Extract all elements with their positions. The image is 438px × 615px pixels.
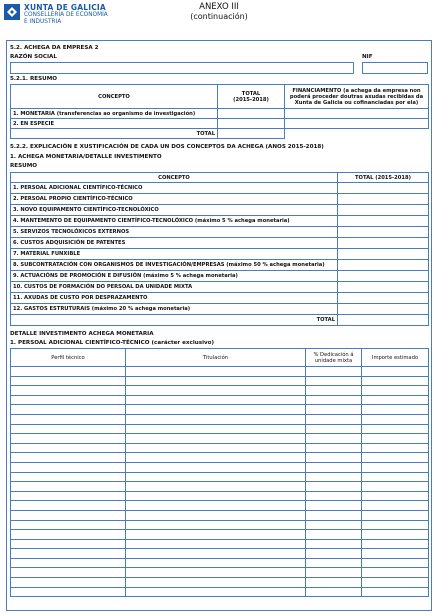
detalle-entry-cell[interactable] bbox=[362, 434, 429, 444]
detalle-header-titulacion: Titulación bbox=[126, 349, 306, 367]
detalle-row bbox=[11, 443, 429, 453]
detalle-entry-cell[interactable] bbox=[126, 482, 306, 492]
detalle-entry-cell[interactable] bbox=[362, 520, 429, 530]
detalle-entry-cell[interactable] bbox=[11, 520, 126, 530]
detalle-entry-cell[interactable] bbox=[306, 587, 362, 597]
detalle-entry-cell[interactable] bbox=[11, 530, 126, 540]
detalle-entry-cell[interactable] bbox=[126, 549, 306, 559]
concept-row-label: 10. CUSTOS DE FORMACIÓN DO PERSOAL DA UNIDADE MIXTA bbox=[11, 282, 338, 293]
detalle-entry-cell[interactable] bbox=[11, 472, 126, 482]
nif-field[interactable] bbox=[362, 62, 428, 74]
detalle-row bbox=[11, 568, 429, 578]
concept-row-label: 3. NOVO EQUIPAMENTO CIENTÍFICO-TECNOLÓXICO bbox=[11, 205, 338, 216]
annex-subtitle: (continuación) bbox=[190, 12, 248, 21]
concept-total-cell[interactable] bbox=[338, 304, 429, 315]
org-sub-1: CONSELLERÍA DE ECONOMÍA bbox=[24, 12, 108, 18]
concept-row-label: 1. PERSOAL ADICIONAL CIENTÍFICO-TÉCNICO bbox=[11, 183, 338, 194]
resumo-header-financiamento: FINANCIAMENTO (a achega da empresa non poderá proceder doutras axudas recibidas da Xunta de Galicia ou cofinanciadas por ela) bbox=[285, 85, 429, 109]
resumo-total-cell[interactable] bbox=[218, 109, 285, 119]
concept-row-label: 8. SUBCONTRATACIÓN CON ORGANISMOS DE INVESTIGACIÓN/EMPRESAS (máximo 50 % achega monetaria) bbox=[11, 260, 338, 271]
detalle-entry-cell[interactable] bbox=[306, 549, 362, 559]
detalle-header-importe: Importe estimado bbox=[362, 349, 429, 367]
detalle-row bbox=[11, 405, 429, 415]
detalle-entry-cell[interactable] bbox=[306, 501, 362, 511]
detalle-entry-cell[interactable] bbox=[11, 395, 126, 405]
razon-social-label: RAZÓN SOCIAL bbox=[10, 54, 57, 60]
detalle-row bbox=[11, 558, 429, 568]
detalle-entry-cell[interactable] bbox=[126, 443, 306, 453]
page-header bbox=[0, 0, 438, 40]
detalle-row bbox=[11, 482, 429, 492]
detalle-row bbox=[11, 539, 429, 549]
detalle-entry-cell[interactable] bbox=[126, 491, 306, 501]
detalle-body bbox=[11, 367, 429, 597]
detalle-entry-cell[interactable] bbox=[362, 424, 429, 434]
detalle-entry-cell[interactable] bbox=[126, 414, 306, 424]
resumo-grand-total-cell[interactable] bbox=[218, 129, 285, 139]
concepts-table bbox=[10, 172, 429, 326]
concept-total-cell[interactable] bbox=[338, 205, 429, 216]
detalle-entry-cell[interactable] bbox=[11, 434, 126, 444]
detalle-entry-cell[interactable] bbox=[306, 462, 362, 472]
org-sub-2: E INDUSTRIA bbox=[24, 19, 62, 25]
detalle-entry-cell[interactable] bbox=[11, 414, 126, 424]
detalle-entry-cell[interactable] bbox=[362, 376, 429, 386]
concept-row-label: 9. ACTUACIÓNS DE PROMOCIÓN E DIFUSIÓN (máximo 5 % achega monetaria) bbox=[11, 271, 338, 282]
detalle-entry-cell[interactable] bbox=[11, 587, 126, 597]
detalle-row bbox=[11, 462, 429, 472]
detalle-header-dedicacion: % Dedicación á unidade mixta bbox=[306, 349, 362, 367]
concept-row-label: 12. GASTOS ESTRUTURAIS (máximo 20 % achega monetaria) bbox=[11, 304, 338, 315]
detalle-entry-cell[interactable] bbox=[11, 549, 126, 559]
detalle-title: DETALLE INVESTIMENTO ACHEGA MONETARIA bbox=[10, 331, 154, 337]
detalle-entry-cell[interactable] bbox=[306, 395, 362, 405]
detalle-entry-cell[interactable] bbox=[126, 520, 306, 530]
detalle-entry-cell[interactable] bbox=[126, 462, 306, 472]
detalle-row bbox=[11, 367, 429, 377]
resumo-financiamento-cell[interactable] bbox=[285, 109, 429, 119]
detalle-entry-cell[interactable] bbox=[306, 376, 362, 386]
detalle-entry-cell[interactable] bbox=[126, 501, 306, 511]
detalle-entry-cell[interactable] bbox=[306, 520, 362, 530]
detalle-entry-cell[interactable] bbox=[362, 453, 429, 463]
detalle-entry-cell[interactable] bbox=[126, 434, 306, 444]
detalle-entry-cell[interactable] bbox=[362, 549, 429, 559]
resumo-total-cell[interactable] bbox=[218, 119, 285, 129]
detalle-entry-cell[interactable] bbox=[11, 558, 126, 568]
detalle-entry-cell[interactable] bbox=[306, 453, 362, 463]
detalle-row bbox=[11, 578, 429, 588]
detalle-entry-cell[interactable] bbox=[362, 443, 429, 453]
concept-total-cell[interactable] bbox=[338, 227, 429, 238]
detalle-entry-cell[interactable] bbox=[362, 462, 429, 472]
detalle-entry-cell[interactable] bbox=[126, 453, 306, 463]
concepts-header-total: TOTAL (2015-2018) bbox=[338, 173, 429, 183]
concept-total-cell[interactable] bbox=[338, 238, 429, 249]
detalle-row bbox=[11, 520, 429, 530]
concepts-grand-total-cell[interactable] bbox=[338, 315, 429, 326]
detalle-entry-cell[interactable] bbox=[306, 558, 362, 568]
detalle-entry-cell[interactable] bbox=[11, 386, 126, 396]
detalle-entry-cell[interactable] bbox=[306, 568, 362, 578]
detalle-entry-cell[interactable] bbox=[362, 501, 429, 511]
detalle-subtitle: 1. PERSOAL ADICIONAL CIENTÍFICO-TÉCNICO (carácter exclusivo) bbox=[10, 340, 215, 346]
concept-total-cell[interactable] bbox=[338, 260, 429, 271]
detalle-entry-cell[interactable] bbox=[11, 482, 126, 492]
detalle-row bbox=[11, 424, 429, 434]
detalle-table bbox=[10, 348, 429, 597]
detalle-entry-cell[interactable] bbox=[306, 386, 362, 396]
detalle-entry-cell[interactable] bbox=[11, 367, 126, 377]
detalle-entry-cell[interactable] bbox=[306, 491, 362, 501]
resumo-header-concepto: CONCEPTO bbox=[11, 85, 218, 109]
detalle-entry-cell[interactable] bbox=[126, 405, 306, 415]
org-name: XUNTA DE GALICIA bbox=[24, 3, 106, 12]
detalle-entry-cell[interactable] bbox=[11, 424, 126, 434]
concept-total-cell[interactable] bbox=[338, 271, 429, 282]
concept-total-cell[interactable] bbox=[338, 282, 429, 293]
detalle-row bbox=[11, 434, 429, 444]
detalle-entry-cell[interactable] bbox=[362, 472, 429, 482]
detalle-entry-cell[interactable] bbox=[126, 558, 306, 568]
detalle-row bbox=[11, 414, 429, 424]
concept-total-cell[interactable] bbox=[338, 293, 429, 304]
detalle-row bbox=[11, 376, 429, 386]
resumo-table bbox=[10, 84, 429, 139]
concepts-header-concepto: CONCEPTO bbox=[11, 173, 338, 183]
detalle-entry-cell[interactable] bbox=[362, 491, 429, 501]
resumo-total-label: TOTAL bbox=[11, 129, 218, 139]
detalle-row bbox=[11, 501, 429, 511]
concept-total-cell[interactable] bbox=[338, 183, 429, 194]
concept-row-label: 5. SERVIZOS TECNOLÓXICOS EXTERNOS bbox=[11, 227, 338, 238]
detalle-entry-cell[interactable] bbox=[126, 367, 306, 377]
resumo-financiamento-cell[interactable] bbox=[285, 119, 429, 129]
detalle-entry-cell[interactable] bbox=[11, 462, 126, 472]
section-title-5-2-1: 5.2.1. RESUMO bbox=[10, 76, 58, 82]
detalle-entry-cell[interactable] bbox=[306, 434, 362, 444]
detalle-row bbox=[11, 587, 429, 597]
detalle-header-perfil: Perfil técnico bbox=[11, 349, 126, 367]
detalle-entry-cell[interactable] bbox=[126, 376, 306, 386]
detalle-entry-cell[interactable] bbox=[362, 539, 429, 549]
concept-row-label: 7. MATERIAL FUNXIBLE bbox=[11, 249, 338, 260]
detalle-entry-cell[interactable] bbox=[11, 568, 126, 578]
nif-label: NIF bbox=[362, 54, 373, 60]
detalle-entry-cell[interactable] bbox=[126, 587, 306, 597]
detalle-entry-cell[interactable] bbox=[126, 395, 306, 405]
detalle-entry-cell[interactable] bbox=[362, 568, 429, 578]
concept-row-label: 11. AXUDAS DE CUSTO POR DESPRAZAMENTO bbox=[11, 293, 338, 304]
detalle-entry-cell[interactable] bbox=[11, 443, 126, 453]
section-title-5-2-2: 5.2.2. EXPLICACIÓN E XUSTIFICACIÓN DE CADA UN DOS CONCEPTOS DA ACHEGA (ANOS 2015-2018) bbox=[10, 144, 324, 150]
resumo-header-total: TOTAL (2015-2018) bbox=[218, 85, 285, 109]
detalle-entry-cell[interactable] bbox=[306, 578, 362, 588]
detalle-entry-cell[interactable] bbox=[362, 482, 429, 492]
detalle-entry-cell[interactable] bbox=[126, 510, 306, 520]
detalle-entry-cell[interactable] bbox=[11, 491, 126, 501]
detalle-entry-cell[interactable] bbox=[306, 539, 362, 549]
section-title-5-2: 5.2. ACHEGA DA EMPRESA 2 bbox=[10, 45, 99, 51]
detalle-entry-cell[interactable] bbox=[306, 405, 362, 415]
concepts-total-label: TOTAL bbox=[11, 315, 338, 326]
detalle-entry-cell[interactable] bbox=[126, 578, 306, 588]
detalle-row bbox=[11, 530, 429, 540]
detalle-entry-cell[interactable] bbox=[126, 386, 306, 396]
detalle-row bbox=[11, 510, 429, 520]
detalle-entry-cell[interactable] bbox=[362, 578, 429, 588]
resumo-row-label: 2. EN ESPECIE bbox=[11, 119, 218, 129]
detalle-entry-cell[interactable] bbox=[126, 568, 306, 578]
detalle-entry-cell[interactable] bbox=[126, 472, 306, 482]
empty-cell bbox=[285, 129, 429, 139]
detalle-entry-cell[interactable] bbox=[306, 424, 362, 434]
detalle-entry-cell[interactable] bbox=[126, 530, 306, 540]
detalle-row bbox=[11, 386, 429, 396]
detalle-entry-cell[interactable] bbox=[362, 510, 429, 520]
detalle-row bbox=[11, 472, 429, 482]
detalle-entry-cell[interactable] bbox=[306, 510, 362, 520]
detalle-entry-cell[interactable] bbox=[306, 472, 362, 482]
concept-row-label: 6. CUSTOS ADQUISICIÓN DE PATENTES bbox=[11, 238, 338, 249]
detalle-entry-cell[interactable] bbox=[306, 414, 362, 424]
detalle-entry-cell[interactable] bbox=[11, 376, 126, 386]
detalle-entry-cell[interactable] bbox=[306, 443, 362, 453]
detalle-entry-cell[interactable] bbox=[362, 414, 429, 424]
annex-title: ANEXO III bbox=[199, 2, 239, 12]
detalle-entry-cell[interactable] bbox=[11, 501, 126, 511]
detalle-entry-cell[interactable] bbox=[306, 367, 362, 377]
detalle-entry-cell[interactable] bbox=[362, 395, 429, 405]
detalle-entry-cell[interactable] bbox=[11, 578, 126, 588]
annex-heading bbox=[0, 2, 438, 22]
detalle-entry-cell[interactable] bbox=[11, 405, 126, 415]
detalle-entry-cell[interactable] bbox=[11, 510, 126, 520]
achega-monetaria-title: 1. ACHEGA MONETARIA/DETALLE INVESTIMENTO bbox=[10, 154, 162, 160]
detalle-entry-cell[interactable] bbox=[126, 539, 306, 549]
concept-total-cell[interactable] bbox=[338, 249, 429, 260]
concept-total-cell[interactable] bbox=[338, 216, 429, 227]
resumo-label: RESUMO bbox=[10, 163, 38, 169]
detalle-entry-cell[interactable] bbox=[306, 482, 362, 492]
razon-social-field[interactable] bbox=[10, 62, 354, 74]
concept-total-cell[interactable] bbox=[338, 194, 429, 205]
detalle-entry-cell[interactable] bbox=[362, 367, 429, 377]
detalle-row bbox=[11, 549, 429, 559]
resumo-row-label: 1. MONETARIA (transferencias ao organismo de investigación) bbox=[11, 109, 218, 119]
detalle-entry-cell[interactable] bbox=[362, 386, 429, 396]
detalle-entry-cell[interactable] bbox=[362, 405, 429, 415]
detalle-entry-cell[interactable] bbox=[362, 558, 429, 568]
detalle-entry-cell[interactable] bbox=[11, 539, 126, 549]
detalle-row bbox=[11, 453, 429, 463]
detalle-entry-cell[interactable] bbox=[362, 530, 429, 540]
detalle-entry-cell[interactable] bbox=[362, 587, 429, 597]
detalle-entry-cell[interactable] bbox=[11, 453, 126, 463]
detalle-row bbox=[11, 395, 429, 405]
detalle-row bbox=[11, 491, 429, 501]
concept-row-label: 2. PERSOAL PROPIO CIENTÍFICO-TÉCNICO bbox=[11, 194, 338, 205]
concept-row-label: 4. MANTEMENTO DE EQUIPAMENTO CIENTÍFICO-TECNOLÓXICO (máximo 5 % achega monetaria) bbox=[11, 216, 338, 227]
detalle-entry-cell[interactable] bbox=[306, 530, 362, 540]
detalle-entry-cell[interactable] bbox=[126, 424, 306, 434]
